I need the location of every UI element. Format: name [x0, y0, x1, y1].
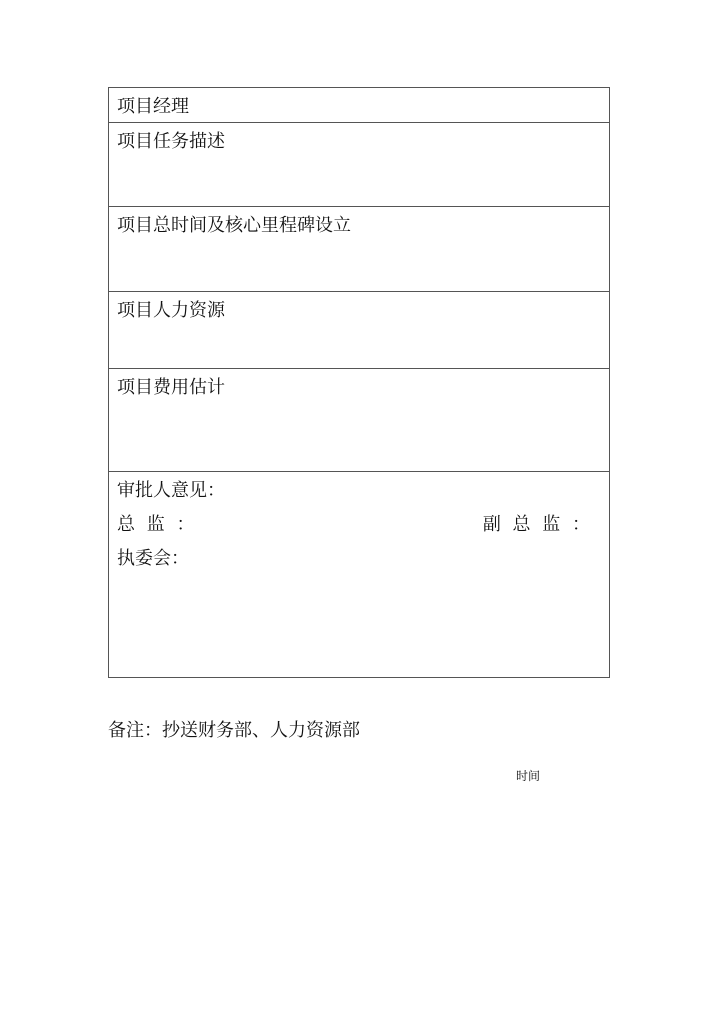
total-time-milestones-row: [109, 207, 609, 292]
human-resources-label: 项目人力资源: [117, 300, 225, 321]
cost-estimate-row: [109, 369, 609, 472]
time-label: 时间: [516, 769, 541, 783]
project-approval-form: [108, 87, 610, 678]
remark-note: 备注：抄送财务部、人力资源部: [108, 720, 360, 741]
cost-estimate-label: 项目费用估计: [117, 377, 225, 398]
approval-row: [109, 472, 609, 677]
task-description-row: [109, 123, 609, 207]
vice-director-label: 副 总 监 ：: [482, 514, 593, 535]
project-manager-label: 项目经理: [117, 96, 189, 117]
human-resources-row: [109, 292, 609, 369]
total-time-milestones-label: 项目总时间及核心里程碑设立: [117, 215, 351, 236]
executive-committee-label: 执委会：: [117, 548, 189, 569]
approval-opinion-label: 审批人意见：: [117, 480, 225, 501]
task-description-label: 项目任务描述: [117, 131, 225, 152]
director-label: 总 监 ：: [117, 514, 198, 535]
project-manager-row: [109, 88, 609, 123]
